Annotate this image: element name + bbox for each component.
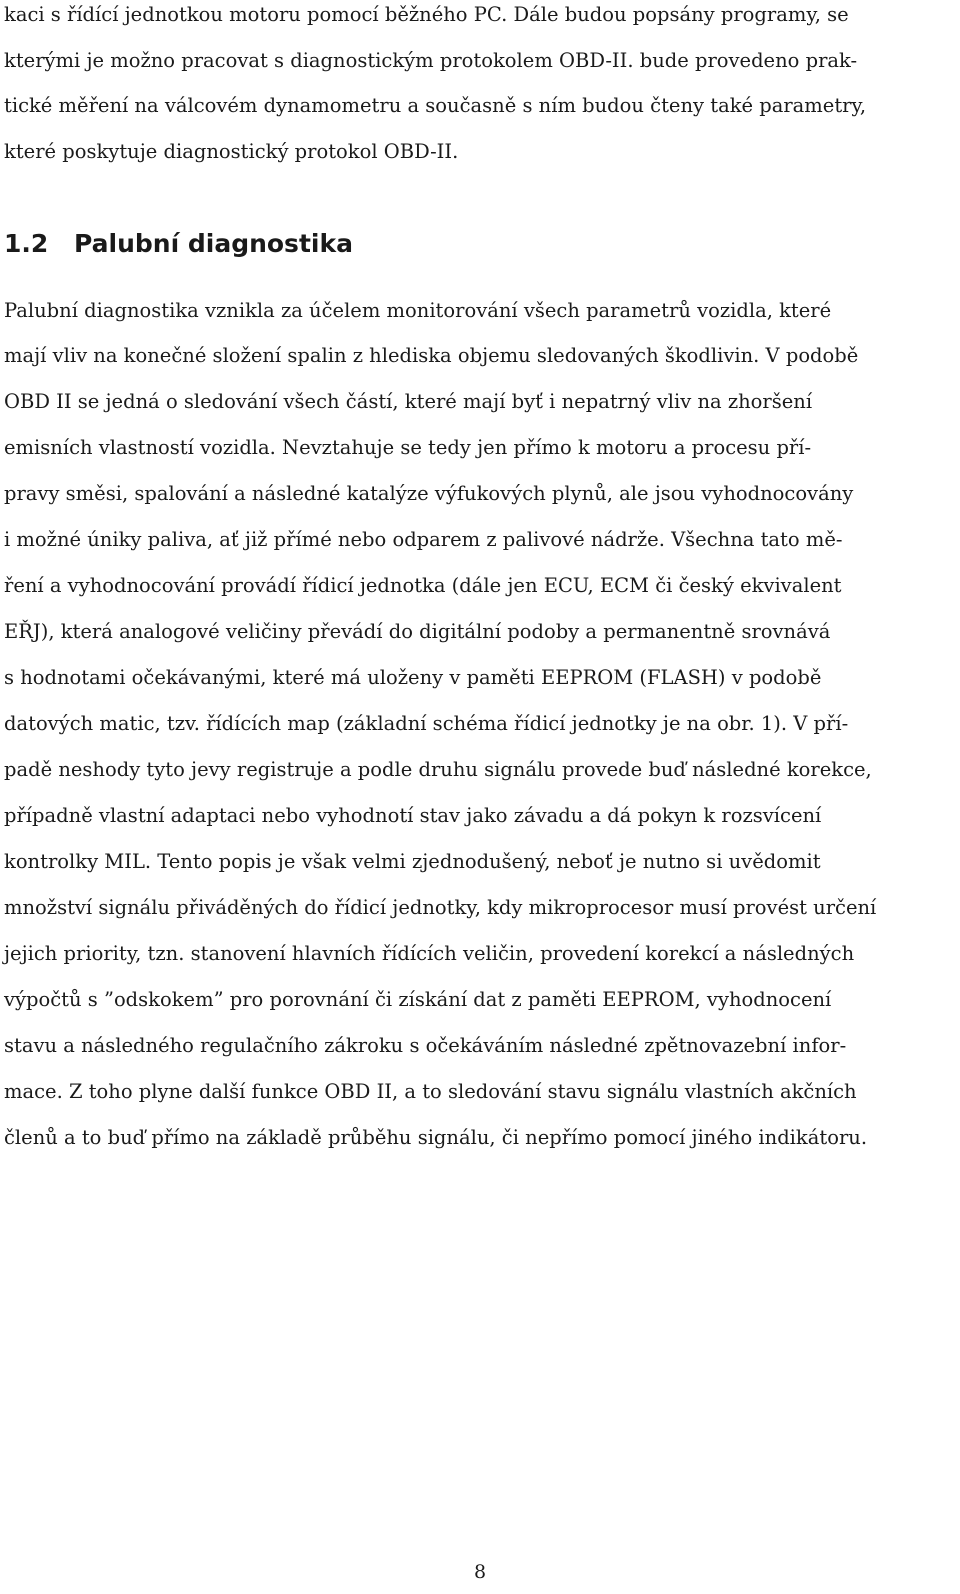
- body-line: s hodnotami očekávanými, které má uloženy v paměti EEPROM (FLASH) v podobě: [4, 666, 822, 689]
- page-number: 8: [473, 1561, 487, 1583]
- body-line: stavu a následného regulačního zákroku s očekáváním následné zpětnovazební infor-: [4, 1034, 847, 1057]
- body-line: jejich priority, tzn. stanovení hlavních řídících veličin, provedení korekcí a následných: [4, 942, 855, 965]
- body-line: OBD II se jedná o sledování všech částí, které mají byť i nepatrný vliv na zhoršení: [4, 390, 813, 413]
- body-line: mace. Z toho plyne další funkce OBD II, a to sledování stavu signálu vlastních akčních: [4, 1080, 857, 1103]
- body-line: ření a vyhodnocování provádí řídicí jednotka (dále jen ECU, ECM či český ekvivalent: [4, 574, 842, 597]
- body-line: Palubní diagnostika vznikla za účelem monitorování všech parametrů vozidla, které: [4, 299, 832, 322]
- body-line: i možné úniky paliva, ať již přímé nebo odparem z palivové nádrže. Všechna tato mě-: [4, 528, 843, 551]
- body-line: EŘJ), která analogové veličiny převádí do digitální podoby a permanentně srovnává: [4, 620, 831, 643]
- body-line: pravy směsi, spalování a následné katalýze výfukových plynů, ale jsou vyhodnocovány: [4, 482, 854, 505]
- intro-line: tické měření na válcovém dynamometru a současně s ním budou čteny také parametry,: [4, 94, 867, 117]
- body-line: výpočtů s ”odskokem” pro porovnání či získání dat z paměti EEPROM, vyhodnocení: [4, 988, 832, 1011]
- body-line: kontrolky MIL. Tento popis je však velmi zjednodušený, neboť je nutno si uvědomit: [4, 850, 821, 873]
- body-line: padě neshody tyto jevy registruje a podle druhu signálu provede buď následné korekce,: [4, 758, 872, 781]
- intro-line: kterými je možno pracovat s diagnostickým protokolem OBD-II. bude provedeno prak-: [4, 49, 858, 72]
- section-number: 1.2: [4, 229, 49, 258]
- body-line: množství signálu přiváděných do řídicí jednotky, kdy mikroprocesor musí provést určení: [4, 896, 877, 919]
- section-heading: [4, 228, 353, 260]
- body-line: datových matic, tzv. řídících map (základní schéma řídicí jednotky je na obr. 1). V pří-: [4, 712, 849, 735]
- intro-line: které poskytuje diagnostický protokol OBD-II.: [4, 140, 459, 163]
- section-title: Palubní diagnostika: [74, 229, 353, 258]
- intro-line: kaci s řídící jednotkou motoru pomocí běžného PC. Dále budou popsány programy, se: [4, 3, 849, 26]
- body-line: členů a to buď přímo na základě průběhu signálu, či nepřímo pomocí jiného indikátoru.: [4, 1126, 868, 1149]
- body-line: případně vlastní adaptaci nebo vyhodnotí stav jako závadu a dá pokyn k rozsvícení: [4, 804, 822, 827]
- body-line: mají vliv na konečné složení spalin z hlediska objemu sledovaných škodlivin. V podobě: [4, 344, 859, 367]
- body-line: emisních vlastností vozidla. Nevztahuje se tedy jen přímo k motoru a procesu pří-: [4, 436, 812, 459]
